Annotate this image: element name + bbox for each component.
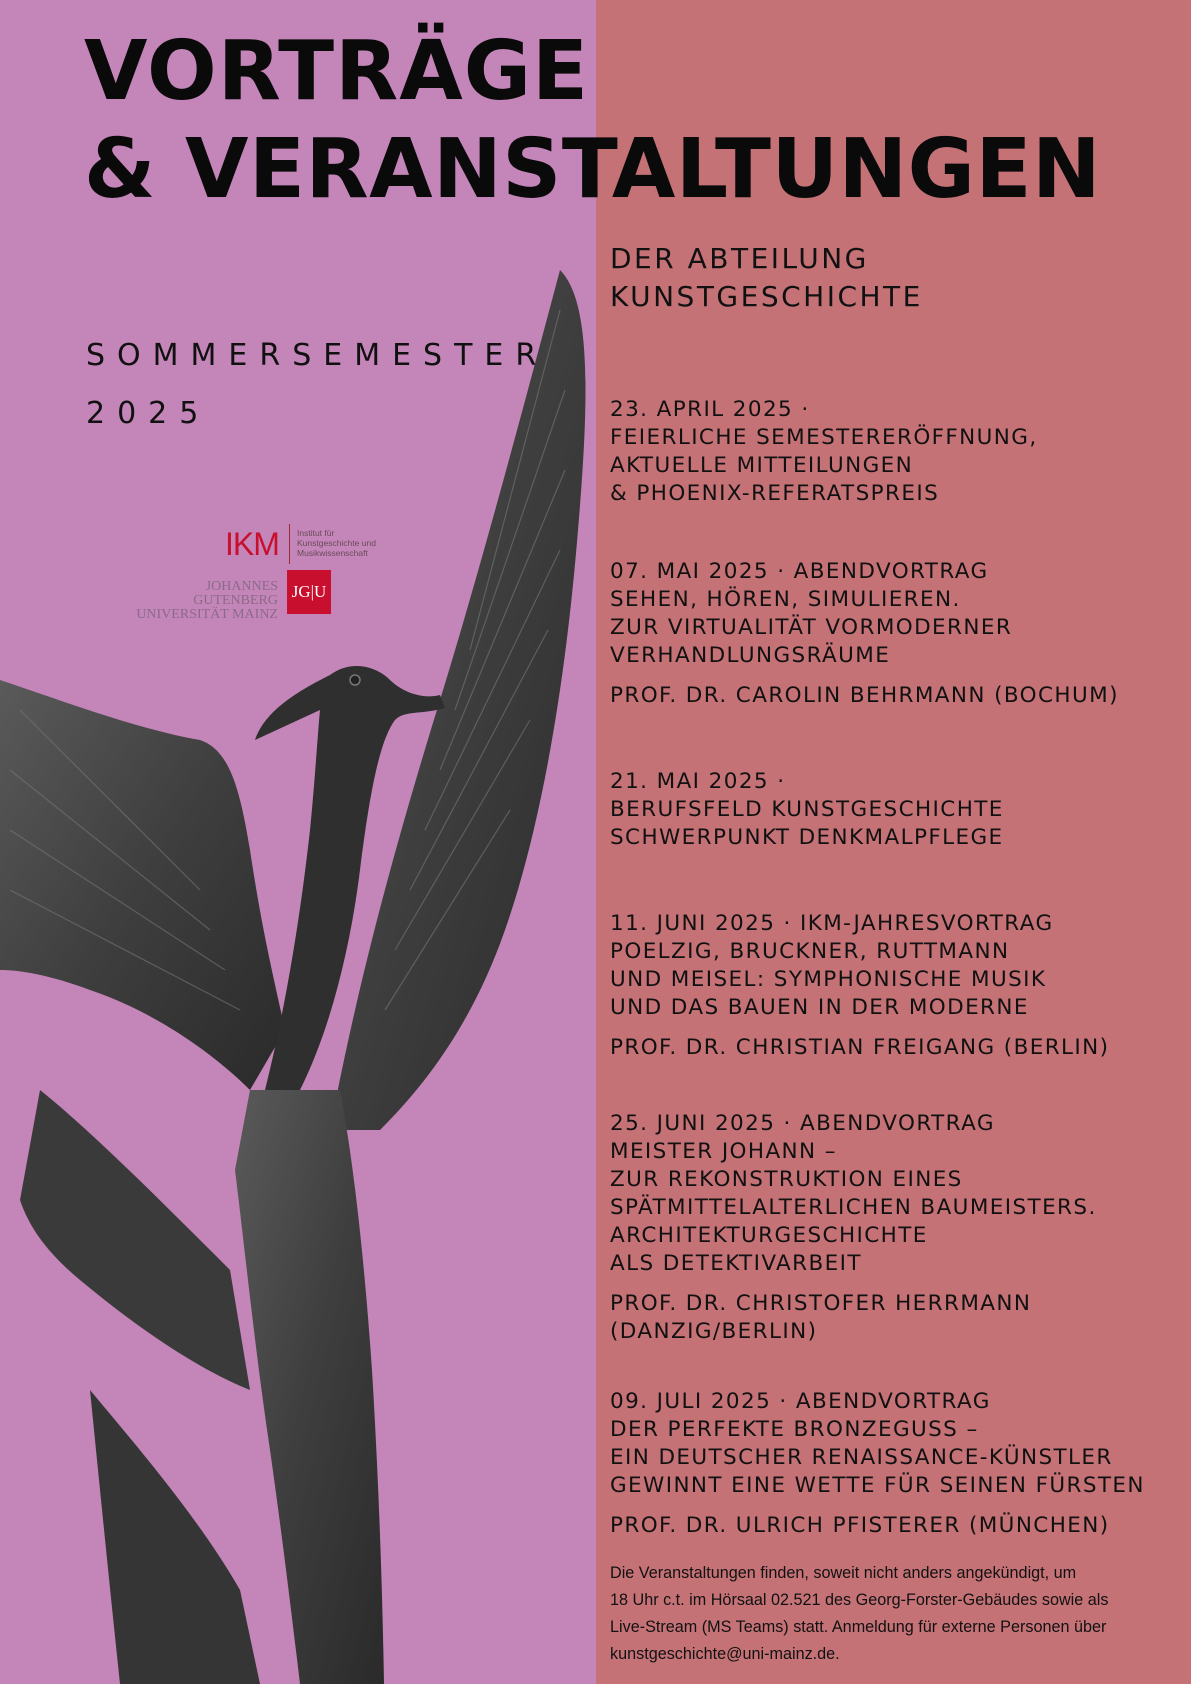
event-speaker-affiliation: (DANZIG/BERLIN) — [610, 1319, 818, 1344]
ikm-logo-letters: IKM — [225, 526, 279, 562]
event-item — [610, 1110, 1180, 1346]
event-line: 23. APRIL 2025 · — [610, 397, 810, 422]
ikm-logo — [225, 522, 385, 566]
semester-label: SOMMERSEMESTER — [86, 338, 549, 373]
event-line: AKTUELLE MITTEILUNGEN — [610, 453, 914, 478]
event-line: 09. JULI 2025 · ABENDVORTRAG — [610, 1389, 991, 1414]
event-item — [610, 558, 1180, 710]
subtitle — [610, 240, 923, 316]
ikm-logo-divider — [289, 524, 290, 564]
ikm-logo-text — [297, 528, 392, 558]
footer-email: kunstgeschichte@uni-mainz.de. — [610, 1645, 840, 1663]
event-line: 21. MAI 2025 · — [610, 769, 786, 794]
event-item — [610, 1388, 1180, 1540]
event-line: SPÄTMITTELALTERLICHEN BAUMEISTERS. — [610, 1195, 1097, 1220]
event-line: 25. JUNI 2025 · ABENDVORTRAG — [610, 1111, 995, 1136]
event-speaker: PROF. DR. CHRISTIAN FREIGANG (BERLIN) — [610, 1035, 1110, 1060]
footer-line: 18 Uhr c.t. im Hörsaal 02.521 des Georg-Forster-Gebäudes sowie als — [610, 1591, 1109, 1609]
event-line: SCHWERPUNKT DENKMALPFLEGE — [610, 825, 1004, 850]
footer-line: Die Veranstaltungen finden, soweit nicht anders angekündigt, um — [610, 1564, 1077, 1582]
footer-note — [610, 1560, 1180, 1668]
event-line: UND DAS BAUEN IN DER MODERNE — [610, 995, 1029, 1020]
jgu-wordmark-line: UNIVERSITÄT MAINZ — [136, 607, 278, 622]
event-line: ZUR VIRTUALITÄT VORMODERNER — [610, 615, 1013, 640]
event-line: ALS DETEKTIVARBEIT — [610, 1251, 862, 1276]
event-speaker: PROF. DR. CHRISTOFER HERRMANN — [610, 1291, 1032, 1316]
event-line: 11. JUNI 2025 · IKM-JAHRESVORTRAG — [610, 911, 1054, 936]
event-line: SEHEN, HÖREN, SIMULIEREN. — [610, 587, 961, 612]
event-line: ARCHITEKTURGESCHICHTE — [610, 1223, 928, 1248]
phoenix-sculpture-image — [0, 270, 600, 1684]
ikm-text-line: Kunstgeschichte und — [297, 538, 376, 548]
jgu-logo-badge: JG|U — [287, 570, 331, 614]
semester-year: 2025 — [86, 396, 211, 431]
jgu-wordmark-line: JOHANNES GUTENBERG — [193, 579, 278, 608]
event-line: DER PERFEKTE BRONZEGUSS – — [610, 1417, 979, 1442]
event-line: 07. MAI 2025 · ABENDVORTRAG — [610, 559, 989, 584]
event-line: BERUFSFELD KUNSTGESCHICHTE — [610, 797, 1004, 822]
event-line: GEWINNT EINE WETTE FÜR SEINEN FÜRSTEN — [610, 1473, 1145, 1498]
jgu-wordmark — [128, 580, 278, 622]
event-line: VERHANDLUNGSRÄUME — [610, 643, 891, 668]
event-line: MEISTER JOHANN – — [610, 1139, 837, 1164]
title-line-2: & VERANSTALTUNGEN — [84, 122, 1102, 217]
event-line: & PHOENIX-REFERATSPREIS — [610, 481, 940, 506]
event-item — [610, 910, 1180, 1062]
event-speaker: PROF. DR. ULRICH PFISTERER (MÜNCHEN) — [610, 1513, 1110, 1538]
event-speaker: PROF. DR. CAROLIN BEHRMANN (BOCHUM) — [610, 683, 1119, 708]
event-item — [610, 396, 1180, 508]
ikm-text-line: Institut für — [297, 528, 335, 538]
event-line: UND MEISEL: SYMPHONISCHE MUSIK — [610, 967, 1047, 992]
subtitle-line-1: DER ABTEILUNG — [610, 242, 869, 275]
footer-line: Live-Stream (MS Teams) statt. Anmeldung für externe Personen über — [610, 1618, 1107, 1636]
event-item — [610, 768, 1180, 852]
subtitle-line-2: KUNSTGESCHICHTE — [610, 280, 923, 313]
ikm-text-line: Musikwissenschaft — [297, 548, 368, 558]
event-line: ZUR REKONSTRUKTION EINES — [610, 1167, 963, 1192]
title-line-1: VORTRÄGE — [84, 24, 590, 119]
event-line: POELZIG, BRUCKNER, RUTTMANN — [610, 939, 1010, 964]
event-line: EIN DEUTSCHER RENAISSANCE-KÜNSTLER — [610, 1445, 1113, 1470]
event-line: FEIERLICHE SEMESTERERÖFFNUNG, — [610, 425, 1038, 450]
